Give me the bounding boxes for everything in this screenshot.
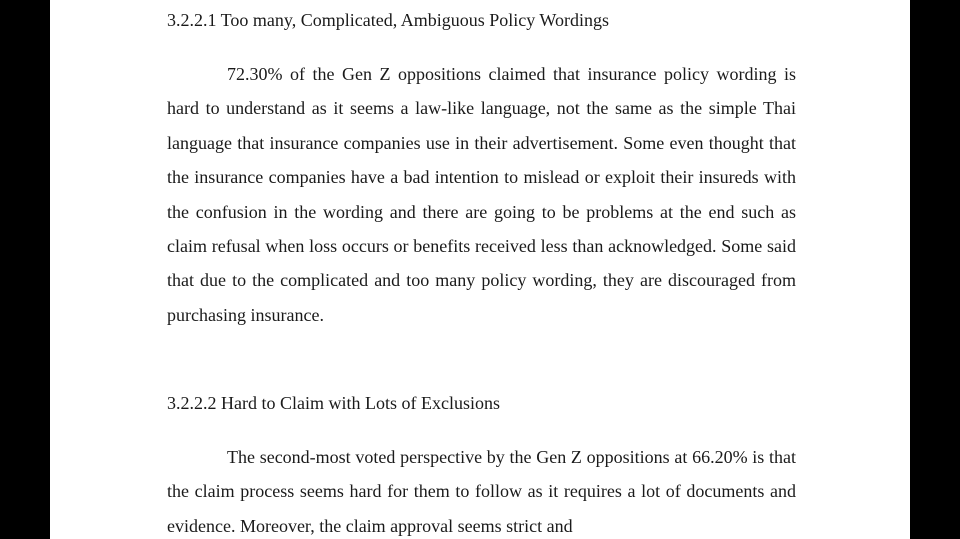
- document-page: [50, 0, 910, 539]
- section-heading-3-2-2-2: 3.2.2.2 Hard to Claim with Lots of Exclusions: [167, 393, 500, 413]
- section-paragraph-3-2-2-2: [167, 440, 796, 539]
- section-heading-3-2-2-1: 3.2.2.1 Too many, Complicated, Ambiguous Policy Wordings: [167, 10, 609, 30]
- paragraph-text: 72.30% of the Gen Z oppositions claimed that insurance policy wording is hard to understand as it seems a law-like language, not the same as the simple Thai language that insurance companies use in their advertisement. Some even thought that the insurance companies have a bad intention to mislead or exploit their insureds with the confusion in the wording and there are going to be problems at the end such as claim refusal when loss occurs or benefits received less than acknowledged. Some said that due to the complicated and too many policy wording, they are discouraged from purchasing insurance.: [167, 64, 796, 325]
- section-paragraph-3-2-2-1: [167, 57, 796, 332]
- paragraph-text: The second-most voted perspective by the Gen Z oppositions at 66.20% is that the claim process seems hard for them to follow as it requires a lot of documents and evidence. Moreover, the claim approval seems strict and: [167, 447, 796, 536]
